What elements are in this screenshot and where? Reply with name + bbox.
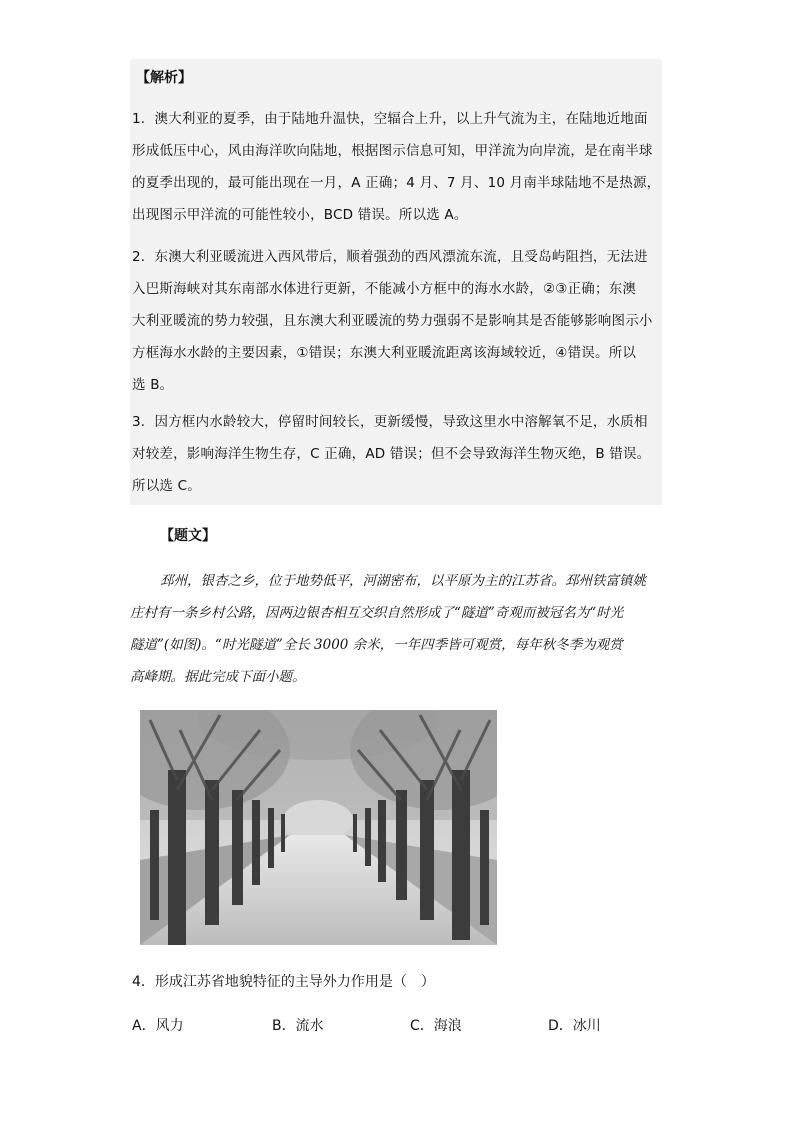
option-b[interactable]: B．流水 (272, 1018, 324, 1034)
text-line: 3．因方框内水龄较大，停留时间较长，更新缓慢，导致这里水中溶解氧不足，水质相 (132, 414, 648, 430)
text-line: 选 B。 (132, 377, 174, 393)
text-line: 邳州，银杏之乡，位于地势低平，河湖密布，以平原为主的江苏省。邳州铁富镇姚 (160, 573, 646, 589)
option-d[interactable]: D．冰川 (548, 1018, 601, 1034)
text-line: 大利亚暖流的势力较强，且东澳大利亚暖流的势力强弱不是影响其是否能够影响图示小 (132, 313, 653, 329)
tree-tunnel-image (140, 710, 497, 945)
text-line: 出现图示甲洋流的可能性较小，BCD 错误。所以选 A。 (132, 207, 468, 223)
text-line: 形成低压中心，风由海洋吹向陆地，根据图示信息可知，甲洋流为向岸流，是在南半球 (132, 143, 653, 159)
option-c[interactable]: C．海浪 (410, 1018, 462, 1034)
answer-3 (132, 406, 664, 502)
ginkgo-tunnel-photo (140, 710, 497, 945)
text-line: 所以选 C。 (132, 478, 201, 494)
text-line: 对较差，影响海洋生物生存，C 正确，AD 错误；但不会导致海洋生物灭绝，B 错误。 (132, 446, 651, 462)
analysis-block (130, 59, 662, 505)
passage-text (130, 565, 670, 693)
text-line: 庄村有一条乡村公路，因两边银杏相互交织自然形成了“隧道”奇观而被冠名为“时光 (130, 605, 624, 621)
answer-2 (132, 241, 664, 401)
text-line: 入巴斯海峡对其东南部水体进行更新，不能减小方框中的海水水龄，②③正确；东澳 (132, 281, 637, 297)
text-line: 高峰期。据此完成下面小题。 (130, 669, 306, 685)
answer-1 (132, 103, 664, 231)
option-a[interactable]: A．风力 (132, 1018, 184, 1034)
analysis-heading: 【解析】 (136, 70, 192, 86)
text-line: 隧道”(如图)。“时光隧道”全长 3000 余米，一年四季皆可观赏，每年秋冬季为观赏 (130, 637, 623, 653)
passage-heading: 【题文】 (160, 528, 216, 544)
text-line: 2．东澳大利亚暖流进入西风带后，顺着强劲的西风漂流东流，且受岛屿阻挡，无法进 (132, 249, 648, 265)
question-4: 4．形成江苏省地貌特征的主导外力作用是（ ） (132, 974, 435, 990)
text-line: 的夏季出现的，最可能出现在一月，A 正确；4 月、7 月、10 月南半球陆地不是热源， (132, 175, 661, 191)
text-line: 1．澳大利亚的夏季，由于陆地升温快，空辐合上升，以上升气流为主，在陆地近地面 (132, 111, 648, 127)
text-line: 方框海水水龄的主要因素，①错误；东澳大利亚暖流距离该海域较近，④错误。所以 (132, 345, 637, 361)
